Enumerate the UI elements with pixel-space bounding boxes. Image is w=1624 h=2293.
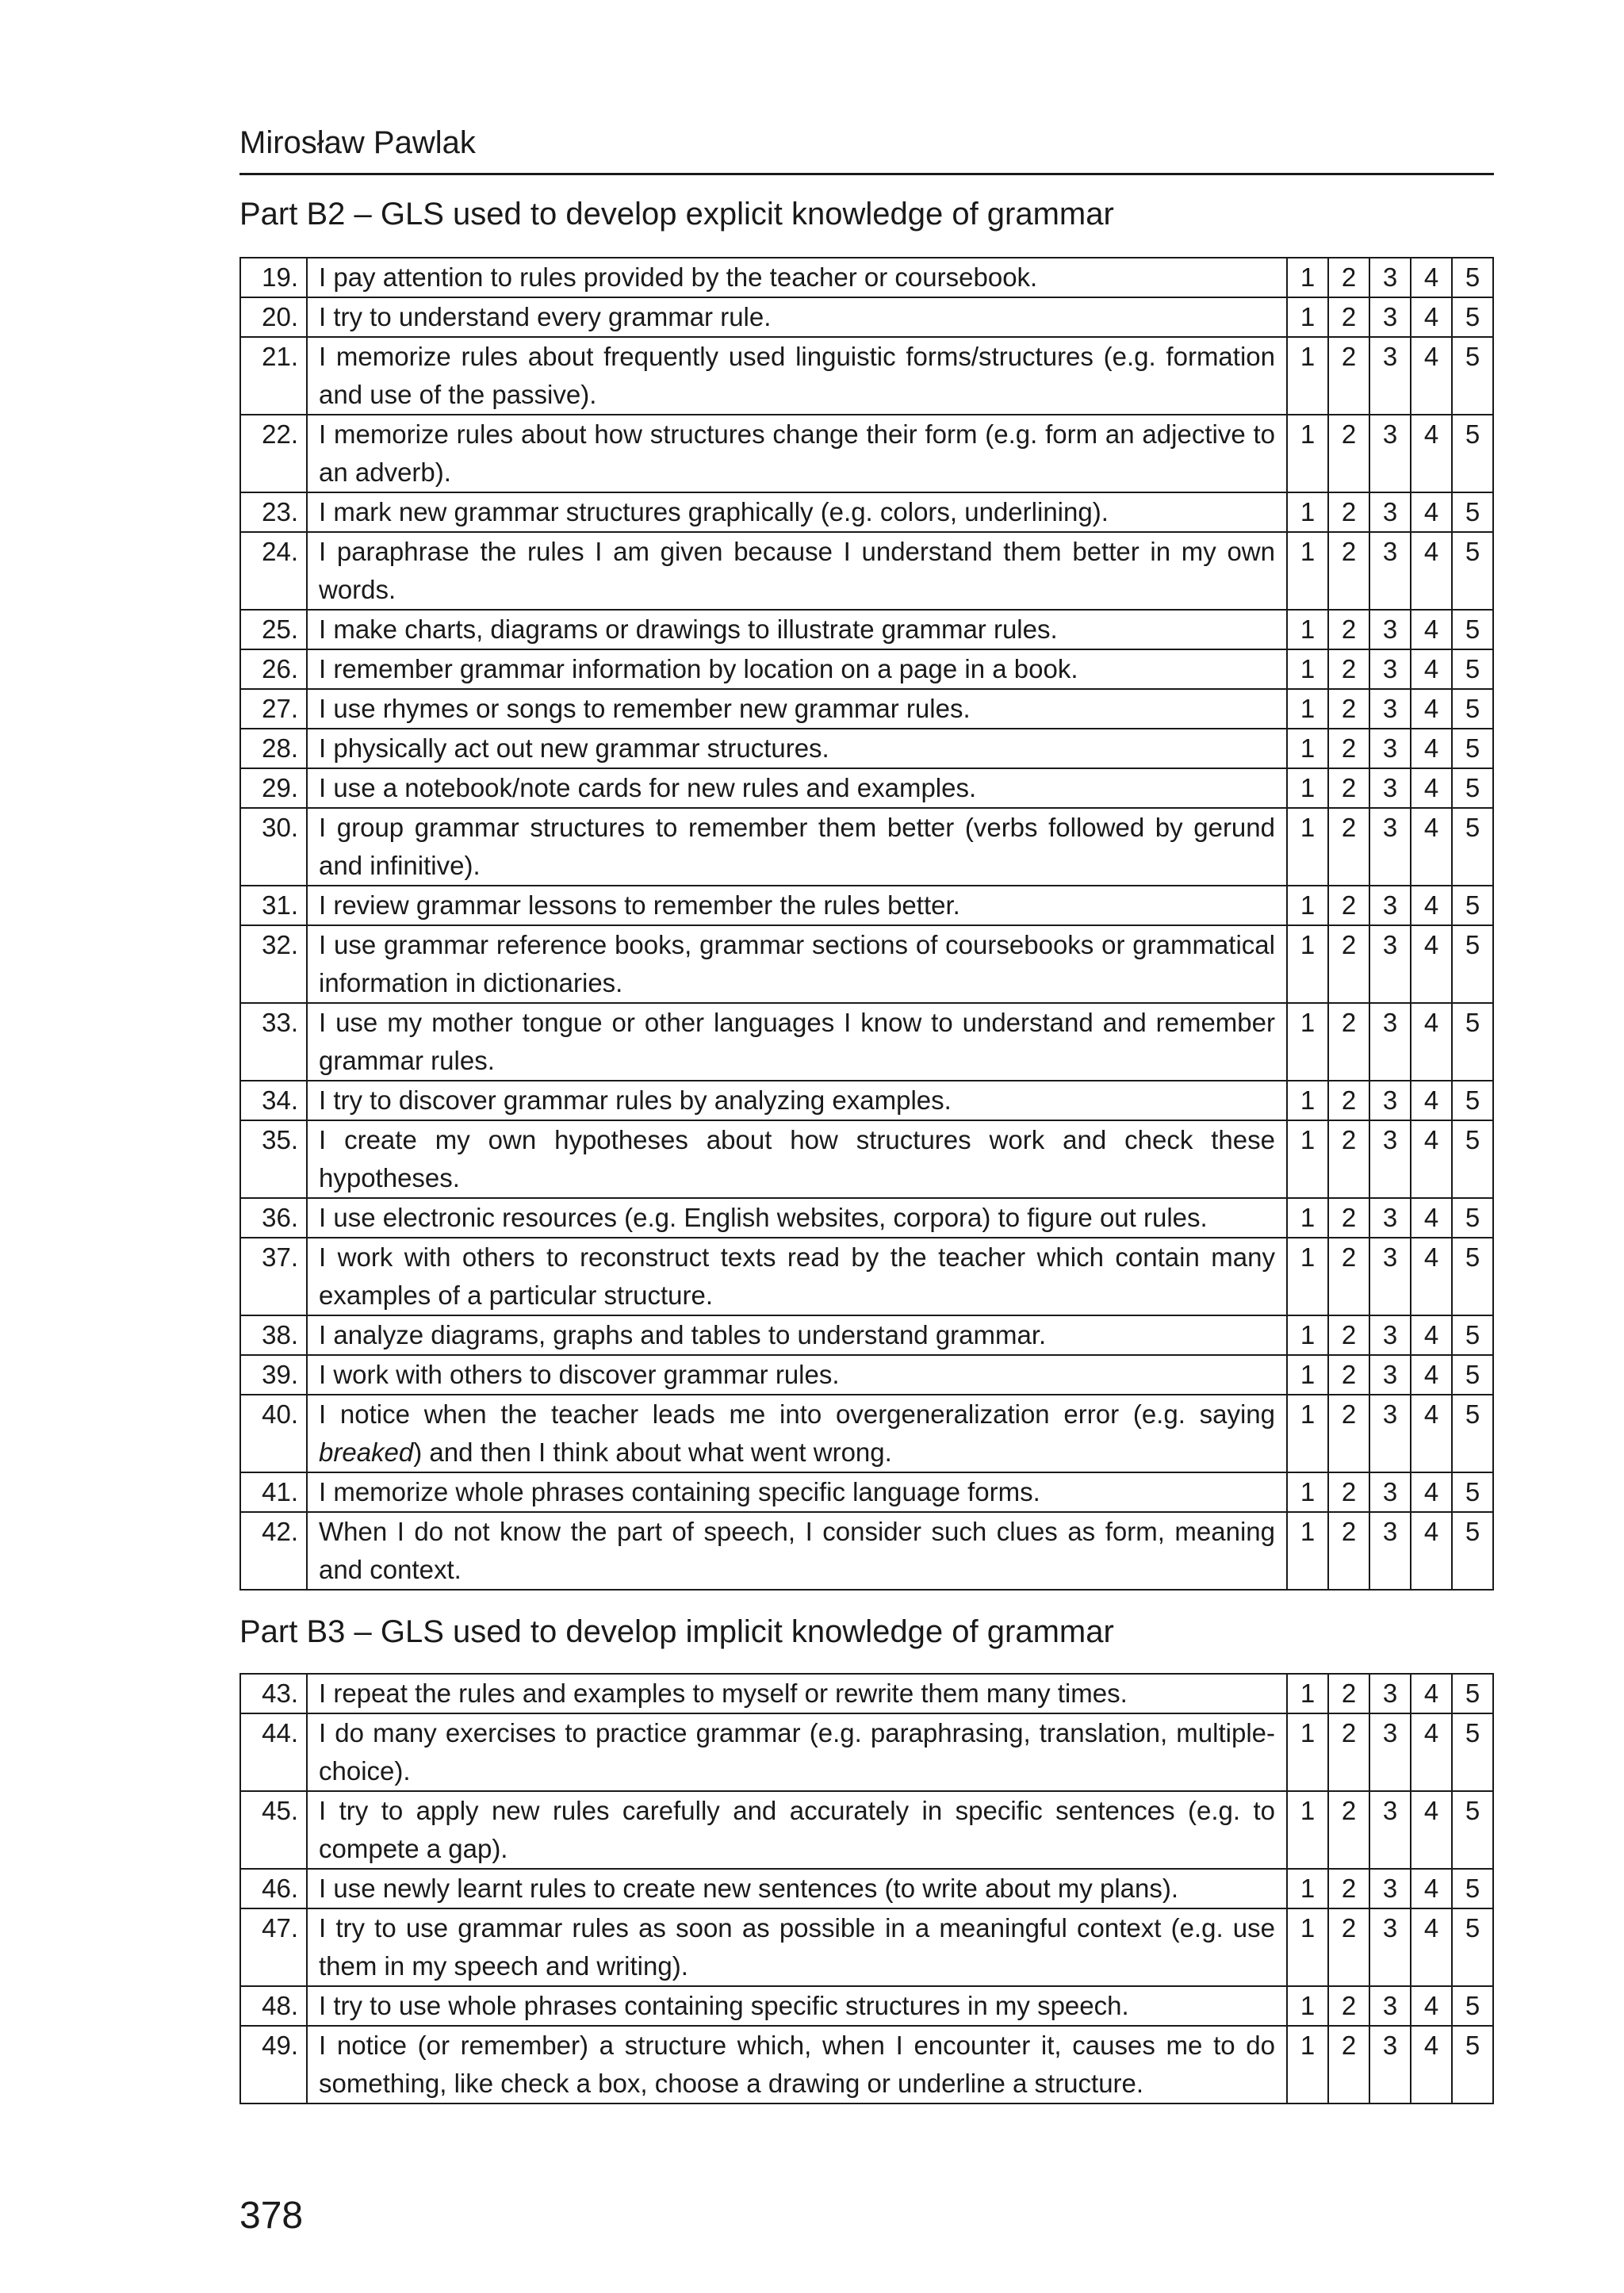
rating-option-3[interactable]: 3 — [1369, 1674, 1411, 1713]
rating-option-5[interactable]: 5 — [1452, 258, 1493, 297]
table-row — [240, 689, 1493, 729]
rating-option-4[interactable]: 4 — [1411, 1986, 1452, 2026]
rating-option-1[interactable]: 1 — [1287, 1674, 1328, 1713]
rating-option-1[interactable]: 1 — [1287, 1908, 1328, 1986]
rating-option-5[interactable]: 5 — [1452, 1003, 1493, 1081]
table-row — [240, 1986, 1493, 2026]
item-number: 33. — [240, 1003, 307, 1081]
item-number: 19. — [240, 258, 307, 297]
rating-option-3[interactable]: 3 — [1369, 1395, 1411, 1472]
rating-option-3[interactable]: 3 — [1369, 808, 1411, 886]
item-number: 40. — [240, 1395, 307, 1472]
rating-option-4[interactable]: 4 — [1411, 258, 1452, 297]
rating-option-2[interactable]: 2 — [1328, 297, 1369, 337]
item-number: 32. — [240, 925, 307, 1003]
item-number: 42. — [240, 1512, 307, 1590]
table-row — [240, 2026, 1493, 2104]
rating-option-3[interactable]: 3 — [1369, 1713, 1411, 1791]
rating-option-3[interactable]: 3 — [1369, 1198, 1411, 1238]
rating-option-4[interactable]: 4 — [1411, 689, 1452, 729]
rating-option-4[interactable]: 4 — [1411, 768, 1452, 808]
rating-option-4[interactable]: 4 — [1411, 1472, 1452, 1512]
rating-option-3[interactable]: 3 — [1369, 415, 1411, 492]
rating-option-5[interactable]: 5 — [1452, 1472, 1493, 1512]
rating-option-4[interactable]: 4 — [1411, 1315, 1452, 1355]
rating-option-3[interactable]: 3 — [1369, 925, 1411, 1003]
rating-option-4[interactable]: 4 — [1411, 1869, 1452, 1908]
rating-option-1[interactable]: 1 — [1287, 1869, 1328, 1908]
table-row — [240, 649, 1493, 689]
table-row — [240, 1869, 1493, 1908]
rating-option-2[interactable]: 2 — [1328, 1512, 1369, 1590]
item-statement: I memorize rules about how structures change their form (e.g. form an adjective to an adverb). — [307, 415, 1287, 492]
example-word: breaked — [319, 1437, 414, 1467]
rating-option-1[interactable]: 1 — [1287, 1081, 1328, 1120]
rating-option-5[interactable]: 5 — [1452, 1315, 1493, 1355]
rating-option-1[interactable]: 1 — [1287, 258, 1328, 297]
item-statement: I use my mother tongue or other languages I know to understand and remember grammar rules. — [307, 1003, 1287, 1081]
table-row — [240, 532, 1493, 610]
rating-option-1[interactable]: 1 — [1287, 886, 1328, 925]
rating-option-2[interactable]: 2 — [1328, 337, 1369, 415]
table-row — [240, 1355, 1493, 1395]
rating-option-4[interactable]: 4 — [1411, 1395, 1452, 1472]
table-row — [240, 808, 1493, 886]
rating-option-2[interactable]: 2 — [1328, 1238, 1369, 1315]
rating-option-1[interactable]: 1 — [1287, 689, 1328, 729]
running-head-author: Mirosław Pawlak — [239, 125, 476, 160]
rating-option-1[interactable]: 1 — [1287, 1395, 1328, 1472]
rating-option-2[interactable]: 2 — [1328, 1081, 1369, 1120]
rating-option-5[interactable]: 5 — [1452, 492, 1493, 532]
item-number: 29. — [240, 768, 307, 808]
rating-option-2[interactable]: 2 — [1328, 1713, 1369, 1791]
rating-option-3[interactable]: 3 — [1369, 729, 1411, 768]
item-statement: I mark new grammar structures graphically (e.g. colors, underlining). — [307, 492, 1287, 532]
rating-option-3[interactable]: 3 — [1369, 1869, 1411, 1908]
rating-option-2[interactable]: 2 — [1328, 532, 1369, 610]
table-row — [240, 925, 1493, 1003]
item-statement: I create my own hypotheses about how structures work and check these hypotheses. — [307, 1120, 1287, 1198]
rating-option-2[interactable]: 2 — [1328, 1986, 1369, 2026]
item-statement: I group grammar structures to remember them better (verbs followed by gerund and infinitive). — [307, 808, 1287, 886]
item-number: 49. — [240, 2026, 307, 2104]
rating-option-5[interactable]: 5 — [1452, 1869, 1493, 1908]
item-statement: I notice when the teacher leads me into overgeneralization error (e.g. saying breaked) and then I think about what went wrong. — [307, 1395, 1287, 1472]
table-row — [240, 415, 1493, 492]
rating-option-5[interactable]: 5 — [1452, 2026, 1493, 2104]
item-statement: I use grammar reference books, grammar sections of coursebooks or grammatical information in dictionaries. — [307, 925, 1287, 1003]
rating-option-5[interactable]: 5 — [1452, 808, 1493, 886]
rating-option-4[interactable]: 4 — [1411, 1198, 1452, 1238]
table-row — [240, 1120, 1493, 1198]
item-number: 43. — [240, 1674, 307, 1713]
item-number: 41. — [240, 1472, 307, 1512]
item-statement: I work with others to discover grammar rules. — [307, 1355, 1287, 1395]
rating-option-5[interactable]: 5 — [1452, 649, 1493, 689]
rating-option-3[interactable]: 3 — [1369, 1355, 1411, 1395]
table-row — [240, 258, 1493, 297]
rating-option-2[interactable]: 2 — [1328, 1472, 1369, 1512]
table-row — [240, 1315, 1493, 1355]
rating-option-4[interactable]: 4 — [1411, 1238, 1452, 1315]
page-number: 378 — [239, 2195, 304, 2237]
item-statement: I analyze diagrams, graphs and tables to understand grammar. — [307, 1315, 1287, 1355]
rating-option-4[interactable]: 4 — [1411, 1355, 1452, 1395]
item-number: 23. — [240, 492, 307, 532]
item-statement: I physically act out new grammar structures. — [307, 729, 1287, 768]
rating-option-1[interactable]: 1 — [1287, 1198, 1328, 1238]
item-statement: When I do not know the part of speech, I consider such clues as form, meaning and context. — [307, 1512, 1287, 1590]
rating-option-3[interactable]: 3 — [1369, 2026, 1411, 2104]
rating-option-3[interactable]: 3 — [1369, 1472, 1411, 1512]
table-row — [240, 1003, 1493, 1081]
questionnaire-table-part-b2 — [239, 257, 1494, 1591]
item-number: 25. — [240, 610, 307, 649]
rating-option-3[interactable]: 3 — [1369, 886, 1411, 925]
item-statement: I review grammar lessons to remember the rules better. — [307, 886, 1287, 925]
item-statement: I do many exercises to practice grammar (e.g. paraphrasing, translation, multiple-choice). — [307, 1713, 1287, 1791]
rating-option-5[interactable]: 5 — [1452, 1512, 1493, 1590]
rating-option-1[interactable]: 1 — [1287, 1238, 1328, 1315]
rating-option-4[interactable]: 4 — [1411, 886, 1452, 925]
rating-option-1[interactable]: 1 — [1287, 649, 1328, 689]
rating-option-1[interactable]: 1 — [1287, 808, 1328, 886]
rating-option-1[interactable]: 1 — [1287, 1472, 1328, 1512]
questionnaire-table-part-b3 — [239, 1673, 1494, 2104]
table-row — [240, 1791, 1493, 1869]
rating-option-4[interactable]: 4 — [1411, 1791, 1452, 1869]
rating-option-3[interactable]: 3 — [1369, 1081, 1411, 1120]
rating-option-3[interactable]: 3 — [1369, 1512, 1411, 1590]
item-statement: I try to use whole phrases containing specific structures in my speech. — [307, 1986, 1287, 2026]
item-number: 20. — [240, 297, 307, 337]
rating-option-2[interactable]: 2 — [1328, 610, 1369, 649]
item-statement: I memorize whole phrases containing specific language forms. — [307, 1472, 1287, 1512]
rating-option-1[interactable]: 1 — [1287, 1315, 1328, 1355]
rating-option-4[interactable]: 4 — [1411, 532, 1452, 610]
item-statement: I use a notebook/note cards for new rules and examples. — [307, 768, 1287, 808]
section-title-part-b3: Part B3 – GLS used to develop implicit knowledge of grammar — [239, 1614, 1114, 1649]
item-number: 22. — [240, 415, 307, 492]
item-number: 21. — [240, 337, 307, 415]
rating-option-5[interactable]: 5 — [1452, 886, 1493, 925]
rating-option-1[interactable]: 1 — [1287, 2026, 1328, 2104]
rating-option-2[interactable]: 2 — [1328, 689, 1369, 729]
rating-option-2[interactable]: 2 — [1328, 649, 1369, 689]
table-row — [240, 610, 1493, 649]
rating-option-5[interactable]: 5 — [1452, 729, 1493, 768]
rating-option-2[interactable]: 2 — [1328, 1003, 1369, 1081]
rating-option-5[interactable]: 5 — [1452, 1355, 1493, 1395]
item-number: 30. — [240, 808, 307, 886]
item-statement: I memorize rules about frequently used linguistic forms/structures (e.g. formation and use of the passive). — [307, 337, 1287, 415]
table-row — [240, 886, 1493, 925]
table-row — [240, 1238, 1493, 1315]
rating-option-2[interactable]: 2 — [1328, 2026, 1369, 2104]
rating-option-2[interactable]: 2 — [1328, 1869, 1369, 1908]
item-number: 34. — [240, 1081, 307, 1120]
rating-option-4[interactable]: 4 — [1411, 1908, 1452, 1986]
rating-option-4[interactable]: 4 — [1411, 337, 1452, 415]
rating-option-1[interactable]: 1 — [1287, 925, 1328, 1003]
item-number: 27. — [240, 689, 307, 729]
rating-option-5[interactable]: 5 — [1452, 1674, 1493, 1713]
item-statement: I pay attention to rules provided by the teacher or coursebook. — [307, 258, 1287, 297]
rating-option-2[interactable]: 2 — [1328, 1908, 1369, 1986]
rating-option-3[interactable]: 3 — [1369, 532, 1411, 610]
rating-option-3[interactable]: 3 — [1369, 1003, 1411, 1081]
rating-option-5[interactable]: 5 — [1452, 337, 1493, 415]
rating-option-1[interactable]: 1 — [1287, 610, 1328, 649]
rating-option-4[interactable]: 4 — [1411, 492, 1452, 532]
rating-option-3[interactable]: 3 — [1369, 1238, 1411, 1315]
table-row — [240, 1674, 1493, 1713]
rating-option-1[interactable]: 1 — [1287, 1120, 1328, 1198]
rating-option-2[interactable]: 2 — [1328, 925, 1369, 1003]
item-number: 38. — [240, 1315, 307, 1355]
item-statement: I work with others to reconstruct texts read by the teacher which contain many examples of a particular structure. — [307, 1238, 1287, 1315]
item-statement: I remember grammar information by location on a page in a book. — [307, 649, 1287, 689]
rating-option-5[interactable]: 5 — [1452, 925, 1493, 1003]
item-number: 45. — [240, 1791, 307, 1869]
rating-option-1[interactable]: 1 — [1287, 1986, 1328, 2026]
table-row — [240, 1908, 1493, 1986]
rating-option-3[interactable]: 3 — [1369, 258, 1411, 297]
rating-option-2[interactable]: 2 — [1328, 1120, 1369, 1198]
item-statement: I try to discover grammar rules by analyzing examples. — [307, 1081, 1287, 1120]
item-statement: I notice (or remember) a structure which, when I encounter it, causes me to do something, like check a box, choose a drawing or underline a structure. — [307, 2026, 1287, 2104]
rating-option-3[interactable]: 3 — [1369, 337, 1411, 415]
rating-option-1[interactable]: 1 — [1287, 1512, 1328, 1590]
table-row — [240, 297, 1493, 337]
table-row — [240, 729, 1493, 768]
item-statement: I use newly learnt rules to create new sentences (to write about my plans). — [307, 1869, 1287, 1908]
rating-option-3[interactable]: 3 — [1369, 1908, 1411, 1986]
header-rule — [239, 173, 1494, 175]
item-statement: I paraphrase the rules I am given because I understand them better in my own words. — [307, 532, 1287, 610]
rating-option-1[interactable]: 1 — [1287, 337, 1328, 415]
rating-option-2[interactable]: 2 — [1328, 415, 1369, 492]
rating-option-5[interactable]: 5 — [1452, 1120, 1493, 1198]
rating-option-3[interactable]: 3 — [1369, 649, 1411, 689]
rating-option-3[interactable]: 3 — [1369, 492, 1411, 532]
table-row — [240, 1395, 1493, 1472]
item-statement: I try to use grammar rules as soon as possible in a meaningful context (e.g. use them in my speech and writing). — [307, 1908, 1287, 1986]
table-row — [240, 1512, 1493, 1590]
item-number: 48. — [240, 1986, 307, 2026]
rating-option-4[interactable]: 4 — [1411, 297, 1452, 337]
item-number: 31. — [240, 886, 307, 925]
rating-option-3[interactable]: 3 — [1369, 1315, 1411, 1355]
rating-option-5[interactable]: 5 — [1452, 297, 1493, 337]
rating-option-2[interactable]: 2 — [1328, 729, 1369, 768]
rating-option-4[interactable]: 4 — [1411, 1003, 1452, 1081]
rating-option-1[interactable]: 1 — [1287, 415, 1328, 492]
item-number: 24. — [240, 532, 307, 610]
table-row — [240, 492, 1493, 532]
item-statement: I make charts, diagrams or drawings to illustrate grammar rules. — [307, 610, 1287, 649]
rating-option-5[interactable]: 5 — [1452, 1238, 1493, 1315]
rating-option-5[interactable]: 5 — [1452, 1395, 1493, 1472]
rating-option-2[interactable]: 2 — [1328, 1791, 1369, 1869]
rating-option-4[interactable]: 4 — [1411, 1081, 1452, 1120]
rating-option-1[interactable]: 1 — [1287, 1713, 1328, 1791]
rating-option-5[interactable]: 5 — [1452, 768, 1493, 808]
table-row — [240, 1472, 1493, 1512]
rating-option-2[interactable]: 2 — [1328, 492, 1369, 532]
item-number: 35. — [240, 1120, 307, 1198]
rating-option-4[interactable]: 4 — [1411, 925, 1452, 1003]
rating-option-3[interactable]: 3 — [1369, 1986, 1411, 2026]
rating-option-4[interactable]: 4 — [1411, 2026, 1452, 2104]
rating-option-1[interactable]: 1 — [1287, 768, 1328, 808]
rating-option-5[interactable]: 5 — [1452, 1986, 1493, 2026]
rating-option-5[interactable]: 5 — [1452, 415, 1493, 492]
rating-option-4[interactable]: 4 — [1411, 729, 1452, 768]
rating-option-2[interactable]: 2 — [1328, 1674, 1369, 1713]
rating-option-2[interactable]: 2 — [1328, 1198, 1369, 1238]
rating-option-4[interactable]: 4 — [1411, 1674, 1452, 1713]
rating-option-5[interactable]: 5 — [1452, 1713, 1493, 1791]
rating-option-2[interactable]: 2 — [1328, 768, 1369, 808]
rating-option-2[interactable]: 2 — [1328, 808, 1369, 886]
rating-option-4[interactable]: 4 — [1411, 1120, 1452, 1198]
item-number: 39. — [240, 1355, 307, 1395]
rating-option-4[interactable]: 4 — [1411, 649, 1452, 689]
rating-option-2[interactable]: 2 — [1328, 1395, 1369, 1472]
rating-option-4[interactable]: 4 — [1411, 808, 1452, 886]
item-statement: I try to apply new rules carefully and accurately in specific sentences (e.g. to compete a gap). — [307, 1791, 1287, 1869]
rating-option-5[interactable]: 5 — [1452, 1908, 1493, 1986]
rating-option-5[interactable]: 5 — [1452, 689, 1493, 729]
rating-option-1[interactable]: 1 — [1287, 532, 1328, 610]
rating-option-5[interactable]: 5 — [1452, 1198, 1493, 1238]
table-row — [240, 1081, 1493, 1120]
item-statement: I use rhymes or songs to remember new grammar rules. — [307, 689, 1287, 729]
table-row — [240, 337, 1493, 415]
rating-option-1[interactable]: 1 — [1287, 492, 1328, 532]
rating-option-3[interactable]: 3 — [1369, 1120, 1411, 1198]
rating-option-4[interactable]: 4 — [1411, 610, 1452, 649]
table-row — [240, 768, 1493, 808]
rating-option-5[interactable]: 5 — [1452, 1791, 1493, 1869]
rating-option-3[interactable]: 3 — [1369, 768, 1411, 808]
rating-option-1[interactable]: 1 — [1287, 1355, 1328, 1395]
rating-option-2[interactable]: 2 — [1328, 1355, 1369, 1395]
item-statement: I use electronic resources (e.g. English websites, corpora) to figure out rules. — [307, 1198, 1287, 1238]
rating-option-1[interactable]: 1 — [1287, 729, 1328, 768]
rating-option-4[interactable]: 4 — [1411, 415, 1452, 492]
section-title-part-b2: Part B2 – GLS used to develop explicit knowledge of grammar — [239, 197, 1114, 232]
item-number: 37. — [240, 1238, 307, 1315]
rating-option-1[interactable]: 1 — [1287, 1791, 1328, 1869]
item-number: 36. — [240, 1198, 307, 1238]
rating-option-5[interactable]: 5 — [1452, 532, 1493, 610]
rating-option-4[interactable]: 4 — [1411, 1512, 1452, 1590]
item-number: 26. — [240, 649, 307, 689]
rating-option-1[interactable]: 1 — [1287, 297, 1328, 337]
rating-option-3[interactable]: 3 — [1369, 689, 1411, 729]
rating-option-3[interactable]: 3 — [1369, 1791, 1411, 1869]
rating-option-5[interactable]: 5 — [1452, 1081, 1493, 1120]
item-number: 28. — [240, 729, 307, 768]
rating-option-3[interactable]: 3 — [1369, 297, 1411, 337]
item-number: 47. — [240, 1908, 307, 1986]
rating-option-2[interactable]: 2 — [1328, 258, 1369, 297]
rating-option-5[interactable]: 5 — [1452, 610, 1493, 649]
rating-option-1[interactable]: 1 — [1287, 1003, 1328, 1081]
table-row — [240, 1198, 1493, 1238]
item-number: 46. — [240, 1869, 307, 1908]
rating-option-4[interactable]: 4 — [1411, 1713, 1452, 1791]
rating-option-3[interactable]: 3 — [1369, 610, 1411, 649]
rating-option-2[interactable]: 2 — [1328, 886, 1369, 925]
item-statement: I repeat the rules and examples to myself or rewrite them many times. — [307, 1674, 1287, 1713]
item-statement: I try to understand every grammar rule. — [307, 297, 1287, 337]
item-number: 44. — [240, 1713, 307, 1791]
rating-option-2[interactable]: 2 — [1328, 1315, 1369, 1355]
table-row — [240, 1713, 1493, 1791]
